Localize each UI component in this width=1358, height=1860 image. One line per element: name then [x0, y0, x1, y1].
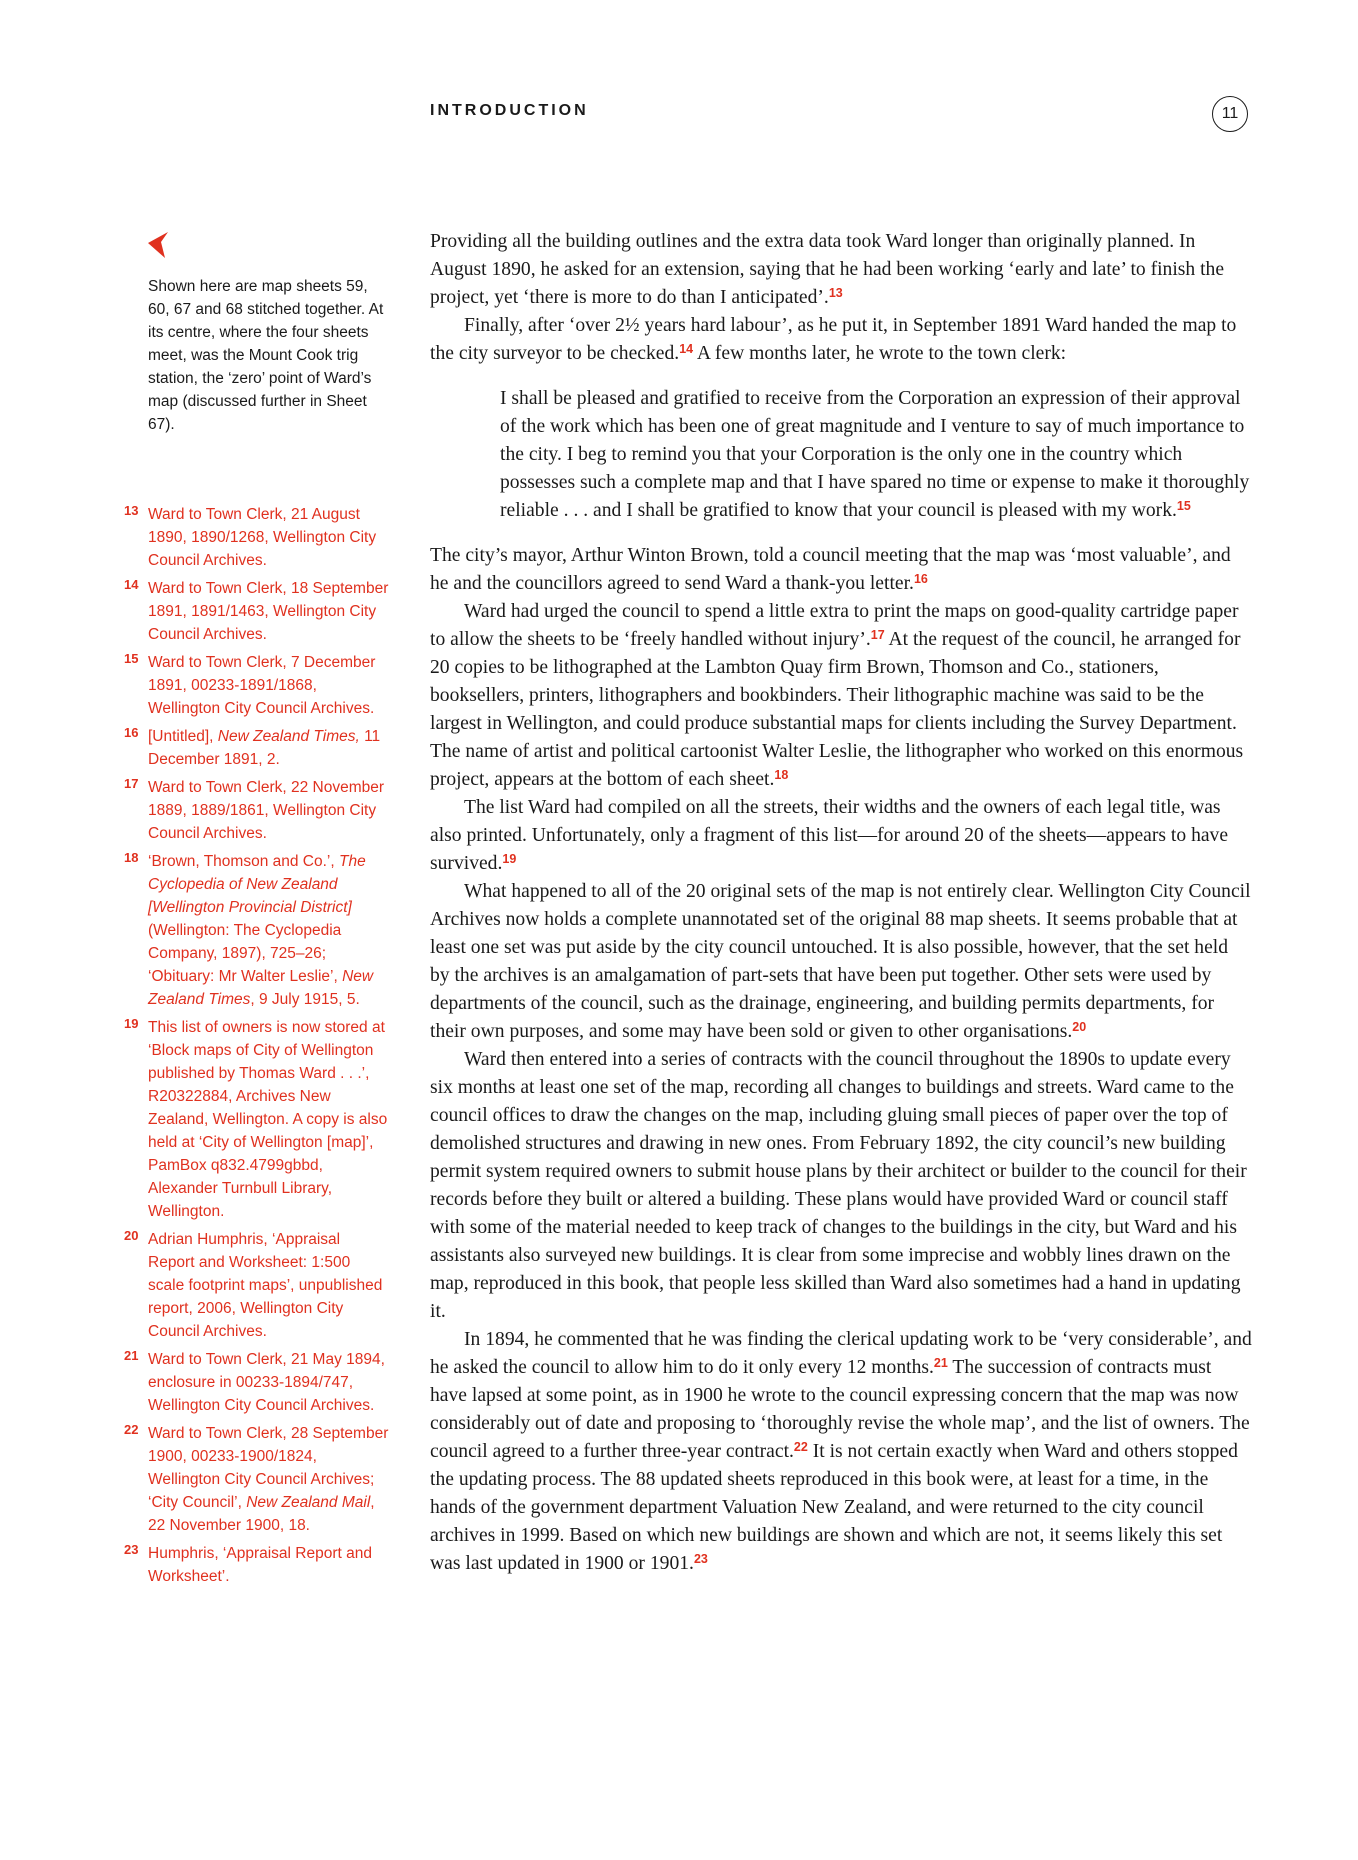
text-run: What happened to all of the 20 original sets of the map is not entirely clear. Wellington City Council Archives now holds a complete unannotated set of the original 88 map sheets. It seems probable that at least one set was put aside by the city council untouched. It is also possible, however, that the set held by the archives is an amalgamation of part-sets that have been put together. Other sets were used by departments of the council, such as the drainage, engineering, and building permits departments, for their own purposes, and some may have been sold or given to other organisations.	[430, 881, 1251, 1042]
footnote-ref: 21	[933, 1356, 948, 1370]
footnote	[124, 1348, 390, 1417]
text-run: Finally, after ‘over 2½ years hard labour’, as he put it, in September 1891 Ward handed the map to the city surveyor to be checked.	[430, 315, 1237, 364]
footnote-ref: 23	[693, 1552, 708, 1566]
text-run: The list Ward had compiled on all the streets, their widths and the owners of each legal title, was also printed. Unfortunately, only a fragment of this list—for around 20 of the sheets—appears to have survived.	[430, 797, 1229, 874]
paragraph	[430, 542, 1252, 598]
text-run: This list of owners is now stored at ‘Block maps of City of Wellington published by Thomas Ward . . .’, R20322884, Archives New Zealand, Wellington. A copy is also held at ‘City of Wellington [map]’, PamBox q832.4799gbbd, Alexander Turnbull Library, Wellington.	[148, 1019, 388, 1220]
figure-caption: Shown here are map sheets 59, 60, 67 and 68 stitched together. At its centre, where the four sheets meet, was the Mount Cook trig station, the ‘zero’ point of Ward’s map (discussed further in Sheet 67).	[148, 278, 384, 433]
footnote	[124, 1016, 390, 1223]
footnotes-list	[124, 503, 390, 1593]
text-run: It is not certain exactly when Ward and others stopped the updating process. The 88 updated sheets reproduced in this book were, at least for a time, in the hands of the government department Valuation New Zealand, and were returned to the city council archives in 1999. Based on which new buildings are shown and which are not, it seems likely this set was last updated in 1900 or 1901.	[430, 1441, 1238, 1574]
footnote-number: 18	[124, 850, 139, 865]
footnote-number: 13	[124, 503, 139, 518]
paragraph	[430, 878, 1252, 1046]
text-run: Ward had urged the council to spend a little extra to print the maps on good-quality cartridge paper to allow the sheets to be ‘freely handled without injury’.	[430, 601, 1239, 650]
footnote-ref: 18	[774, 768, 789, 782]
text-run: (Wellington: The Cyclopedia Company, 1897), 725–26; ‘Obituary: Mr Walter Leslie’,	[148, 922, 343, 985]
footnote-ref: 15	[1176, 499, 1191, 513]
footnote	[124, 850, 390, 1011]
running-header: INTRODUCTION	[430, 102, 589, 119]
footnote-ref: 14	[679, 342, 694, 356]
footnote-number: 19	[124, 1016, 139, 1031]
footnote-number: 23	[124, 1542, 139, 1557]
text-run: Ward to Town Clerk, 21 May 1894, enclosure in 00233-1894/747, Wellington City Council Archives.	[148, 1351, 385, 1414]
block-quote	[500, 385, 1252, 525]
footnote-number: 22	[124, 1422, 139, 1437]
footnote-number: 15	[124, 651, 139, 666]
text-run: A few months later, he wrote to the town clerk:	[693, 343, 1067, 364]
footnote	[124, 1228, 390, 1343]
left-pointing-arrowhead-icon	[148, 232, 170, 258]
footnote	[124, 1542, 390, 1588]
text-run: Adrian Humphris, ‘Appraisal Report and Worksheet: 1:500 scale footprint maps’, unpublished report, 2006, Wellington City Council Archives.	[148, 1231, 383, 1340]
text-run: The succession of contracts must have lapsed at some point, as in 1900 he wrote to the council expressing concern that the map was now considerably out of date and proposing to ‘thoroughly revise the whole map’, and the list of owners. The council agreed to a further three-year contract.	[430, 1357, 1250, 1462]
footnote-ref: 20	[1072, 1020, 1087, 1034]
paragraph	[430, 1326, 1252, 1578]
text-run: Providing all the building outlines and the extra data took Ward longer than originally planned. In August 1890, he asked for an extension, saying that he had been working ‘early and late’ to finish the project, yet ‘there is more to do than I anticipated’.	[430, 231, 1225, 308]
text-run: Ward to Town Clerk, 7 December 1891, 00233-1891/1868, Wellington City Council Archives.	[148, 654, 376, 717]
text-run: 11 December 1891, 2.	[148, 728, 381, 768]
footnote-ref: 17	[870, 628, 885, 642]
footnote-ref: 16	[913, 572, 928, 586]
footnote	[124, 776, 390, 845]
text-run: The city’s mayor, Arthur Winton Brown, told a council meeting that the map was ‘most valuable’, and he and the councillors agreed to send Ward a thank-you letter.	[430, 545, 1231, 594]
footnote-number: 21	[124, 1348, 139, 1363]
footnote	[124, 651, 390, 720]
italic-title: New Zealand Times,	[217, 728, 360, 745]
italic-title: The Cyclopedia of New Zealand [Wellington Provincial District]	[148, 853, 366, 916]
footnote	[124, 725, 390, 771]
footnote	[124, 1422, 390, 1537]
main-text	[430, 228, 1252, 1578]
footnote-number: 20	[124, 1228, 139, 1243]
footnote-ref: 13	[828, 286, 843, 300]
text-run: , 22 November 1900, 18.	[148, 1494, 375, 1534]
text-run: I shall be pleased and gratified to receive from the Corporation an expression of their approval of the work which has been one of great magnitude and I venture to say of much importance to the city. I beg to remind you that your Corporation is the only one in the country which possesses such a complete map and that I have spared no time or expense to make it thoroughly reliable . . . and I shall be gratified to know that your council is pleased with my work.	[500, 388, 1250, 521]
footnote-ref: 19	[502, 852, 517, 866]
paragraph	[430, 312, 1252, 368]
paragraph	[430, 794, 1252, 878]
text-run: , 9 July 1915, 5.	[250, 991, 360, 1008]
text-run: Ward to Town Clerk, 18 September 1891, 1891/1463, Wellington City Council Archives.	[148, 580, 389, 643]
italic-title: New Zealand Times	[148, 968, 374, 1008]
text-run: In 1894, he commented that he was finding the clerical updating work to be ‘very considerable’, and he asked the council to allow him to do it only every 12 months.	[430, 1329, 1252, 1378]
text-run: Humphris, ‘Appraisal Report and Worksheet’.	[148, 1545, 372, 1585]
footnote-number: 14	[124, 577, 139, 592]
italic-title: New Zealand Mail	[246, 1494, 371, 1511]
footnote-ref: 22	[793, 1440, 808, 1454]
text-run: Ward to Town Clerk, 22 November 1889, 1889/1861, Wellington City Council Archives.	[148, 779, 385, 842]
footnote-number: 17	[124, 776, 139, 791]
footnote-number: 16	[124, 725, 139, 740]
page-number: 11	[1212, 96, 1248, 132]
text-run: Ward to Town Clerk, 21 August 1890, 1890/1268, Wellington City Council Archives.	[148, 506, 377, 569]
footnote	[124, 577, 390, 646]
text-run: At the request of the council, he arranged for 20 copies to be lithographed at the Lambton Quay firm Brown, Thomson and Co., stationers, booksellers, printers, lithographers and bookbinders. Their lithographic machine was said to be the largest in Wellington, and could produce substantial maps for clients including the Survey Department. The name of artist and political cartoonist Walter Leslie, the lithographer who worked on this enormous project, appears at the bottom of each sheet.	[430, 629, 1244, 790]
footnote	[124, 503, 390, 572]
text-run: [Untitled],	[148, 728, 218, 745]
text-run: ‘Brown, Thomson and Co.’,	[148, 853, 339, 870]
text-run: Ward to Town Clerk, 28 September 1900, 00233-1900/1824, Wellington City Council Archives; ‘City Council’,	[148, 1425, 389, 1511]
paragraph	[430, 1046, 1252, 1326]
text-run: Ward then entered into a series of contracts with the council throughout the 1890s to update every six months at least one set of the map, recording all changes to buildings and streets. Ward came to the council offices to draw the changes on the map, including gluing small pieces of paper over the top of demolished structures and drawing in new ones. From February 1892, the city council’s new building permit system required owners to submit house plans by their architect or builder to the council for their records before they built or altered a building. These plans would have provided Ward or council staff with some of the material needed to keep track of changes to the buildings in the city, but Ward and his assistants also surveyed new buildings. It is clear from some imprecise and wobbly lines drawn on the map, reproduced in this book, that people less skilled than Ward also sometimes had a hand in updating it.	[430, 1049, 1247, 1322]
paragraph	[430, 598, 1252, 794]
paragraph	[430, 228, 1252, 312]
